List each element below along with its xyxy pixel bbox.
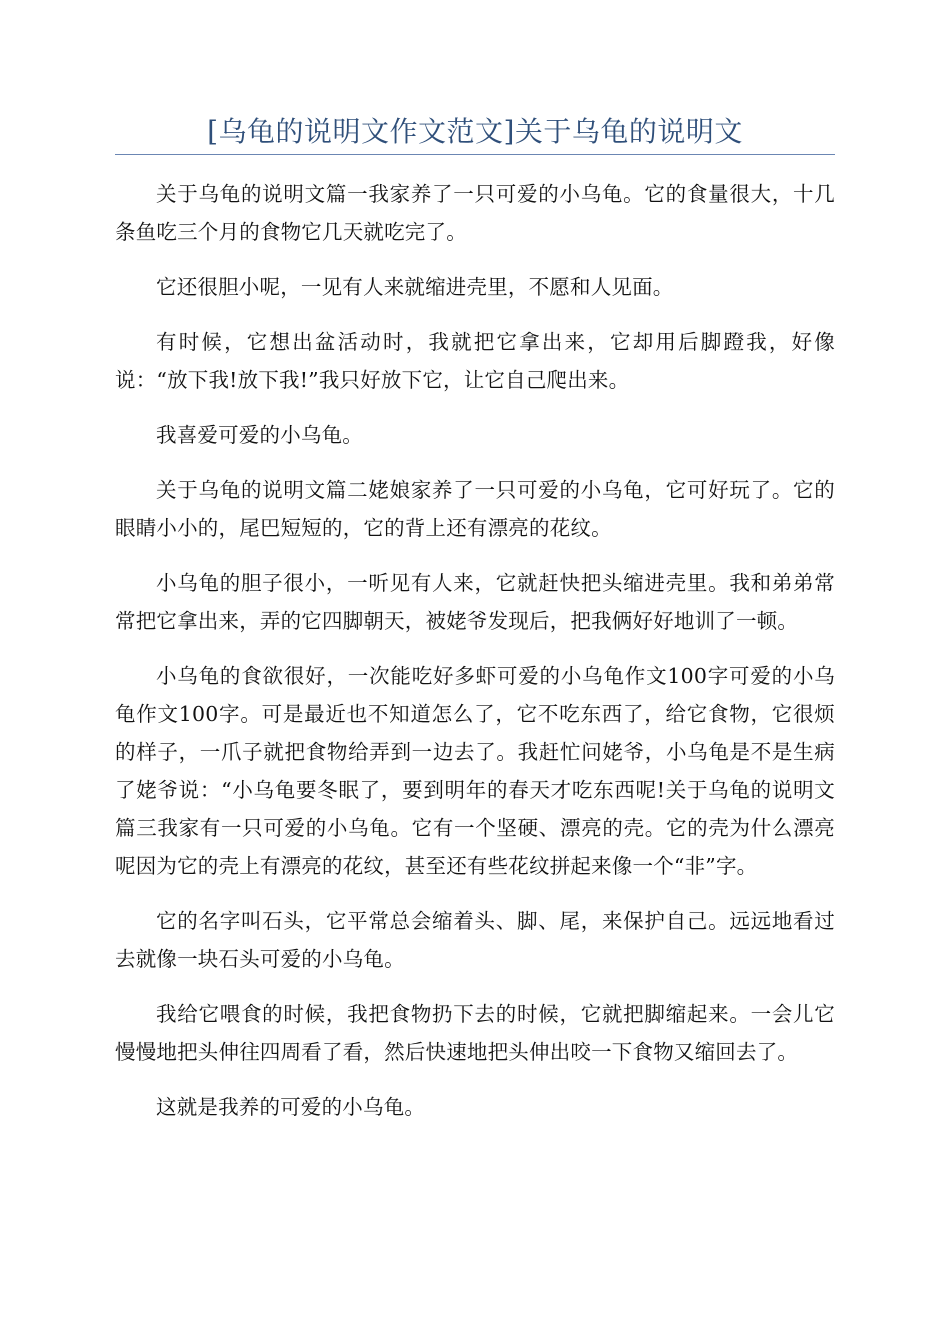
paragraph: 有时候，它想出盆活动时，我就把它拿出来，它却用后脚蹬我，好像说：“放下我!放下我!”我只好放下它，让它自己爬出来。 — [115, 330, 835, 392]
paragraph: 我喜爱可爱的小乌龟。 — [156, 423, 363, 447]
title-underline — [115, 154, 835, 155]
document-body — [115, 175, 835, 1143]
paragraph: 关于乌龟的说明文篇二姥娘家养了一只可爱的小乌龟，它可好玩了。它的眼睛小小的，尾巴短短的，它的背上还有漂亮的花纹。 — [115, 478, 835, 540]
document-title: [乌龟的说明文作文范文]关于乌龟的说明文 — [207, 115, 743, 148]
paragraph: 这就是我养的可爱的小乌龟。 — [156, 1095, 426, 1119]
paragraph: 它的名字叫石头，它平常总会缩着头、脚、尾，来保护自己。远远地看过去就像一块石头可爱的小乌龟。 — [115, 909, 835, 971]
paragraph: 它还很胆小呢，一见有人来就缩进壳里，不愿和人见面。 — [156, 275, 674, 299]
paragraph: 关于乌龟的说明文篇一我家养了一只可爱的小乌龟。它的食量很大，十几条鱼吃三个月的食物它几天就吃完了。 — [115, 182, 835, 244]
paragraph: 小乌龟的食欲很好，一次能吃好多虾可爱的小乌龟作文100字可爱的小乌龟作文100字。可是最近也不知道怎么了，它不吃东西了，给它食物，它很烦的样子，一爪子就把食物给弄到一边去了。我赶忙问姥爷，小乌龟是不是生病了姥爷说：“小乌龟要冬眠了，要到明年的春天才吃东西呢!关于乌龟的说明文篇三我家有一只可爱的小乌龟。它有一个坚硬、漂亮的壳。它的壳为什么漂亮呢因为它的壳上有漂亮的花纹，甚至还有些花纹拼起来像一个“非”字。 — [115, 664, 835, 878]
paragraph: 我给它喂食的时候，我把食物扔下去的时候，它就把脚缩起来。一会儿它慢慢地把头伸往四周看了看，然后快速地把头伸出咬一下食物又缩回去了。 — [115, 1002, 835, 1064]
paragraph: 小乌龟的胆子很小，一听见有人来，它就赶快把头缩进壳里。我和弟弟常常把它拿出来，弄的它四脚朝天，被姥爷发现后，把我俩好好地训了一顿。 — [115, 571, 835, 633]
